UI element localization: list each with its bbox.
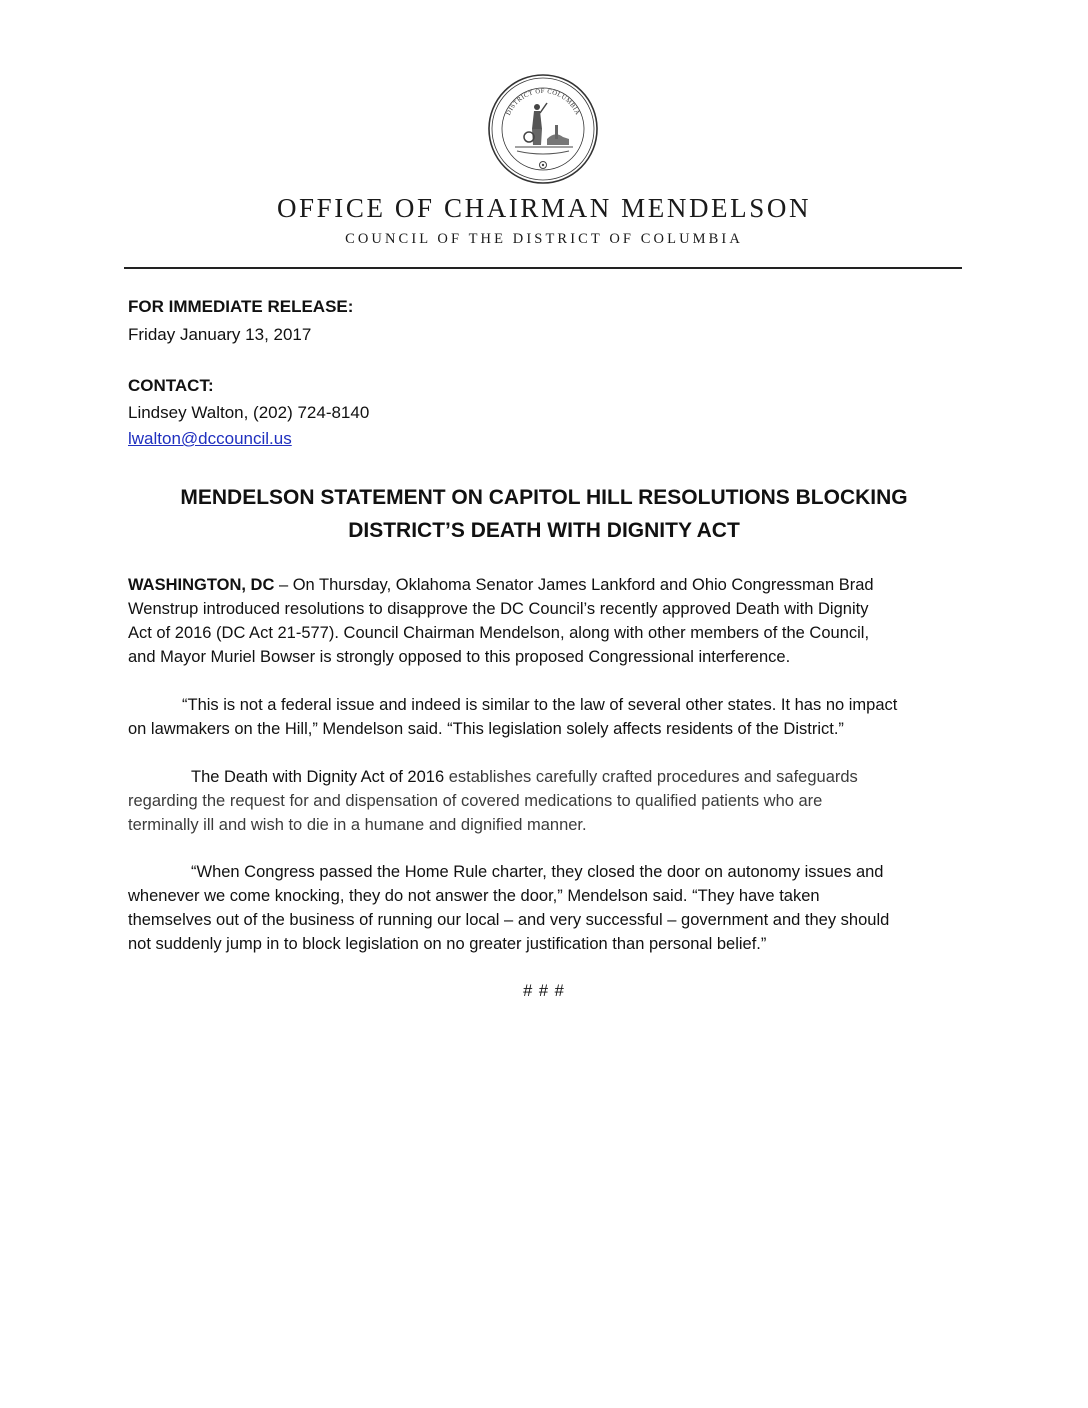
paragraph-4 xyxy=(128,860,968,956)
paragraph-1-line-3: Act of 2016 (DC Act 21-577). Council Chairman Mendelson, along with other members of the Council, xyxy=(128,624,870,642)
dateline: WASHINGTON, DC xyxy=(128,576,275,594)
contact-label: CONTACT: xyxy=(128,376,214,395)
paragraph-3-line-1: establishes carefully crafted procedures and safeguards xyxy=(444,768,858,786)
svg-text:DISTRICT OF COLUMBIA: DISTRICT OF COLUMBIA xyxy=(504,87,582,117)
headline-line-2: DISTRICT’S DEATH WITH DIGNITY ACT xyxy=(348,519,740,542)
paragraph-1-line-2: Wenstrup introduced resolutions to disapprove the DC Council’s recently approved Death with Dignity xyxy=(128,600,869,618)
paragraph-4-line-4: not suddenly jump in to block legislation on no greater justification than personal belief.” xyxy=(128,935,767,953)
paragraph-2-line-2: on lawmakers on the Hill,” Mendelson said. “This legislation solely affects residents of the District.” xyxy=(128,720,844,738)
office-title: OFFICE OF CHAIRMAN MENDELSON xyxy=(276,193,812,223)
act-name: The Death with Dignity Act of 2016 xyxy=(191,768,445,786)
paragraph-4-line-1: “When Congress passed the Home Rule charter, they closed the door on autonomy issues and xyxy=(191,863,884,881)
contact-name-phone: Lindsey Walton, (202) 724-8140 xyxy=(128,403,370,422)
paragraph-2-line-1: “This is not a federal issue and indeed is similar to the law of several other states. It has no impact xyxy=(182,696,898,714)
paragraph-4-line-2: whenever we come knocking, they do not answer the door,” Mendelson said. “They have taken xyxy=(128,887,820,905)
paragraph-1-line-4: and Mayor Muriel Bowser is strongly opposed to this proposed Congressional interference. xyxy=(128,648,791,666)
release-label: FOR IMMEDIATE RELEASE: xyxy=(128,297,354,316)
contact-email-row xyxy=(128,429,292,449)
paragraph-4-line-3: themselves out of the business of running our local – and very successful – government and they should xyxy=(128,911,890,929)
dc-council-seal xyxy=(487,73,599,185)
paragraph-2 xyxy=(128,693,968,741)
paragraph-1-line-1: – On Thursday, Oklahoma Senator James Lankford and Ohio Congressman Brad xyxy=(274,576,874,594)
paragraph-3-line-2: regarding the request for and dispensation of covered medications to qualified patients who are xyxy=(128,792,823,810)
end-mark: # # # xyxy=(523,982,565,1000)
headline xyxy=(100,481,988,547)
paragraph-3 xyxy=(128,765,968,837)
headline-line-1: MENDELSON STATEMENT ON CAPITOL HILL RESOLUTIONS BLOCKING xyxy=(180,486,908,509)
paragraph-1 xyxy=(128,573,968,669)
paragraph-3-line-3: terminally ill and wish to die in a humane and dignified manner. xyxy=(128,816,587,834)
council-subtitle: COUNCIL OF THE DISTRICT OF COLUMBIA xyxy=(345,231,743,247)
header-divider xyxy=(124,267,962,269)
release-date: Friday January 13, 2017 xyxy=(128,325,312,344)
contact-email-link[interactable]: lwalton@dccouncil.us xyxy=(128,429,292,448)
